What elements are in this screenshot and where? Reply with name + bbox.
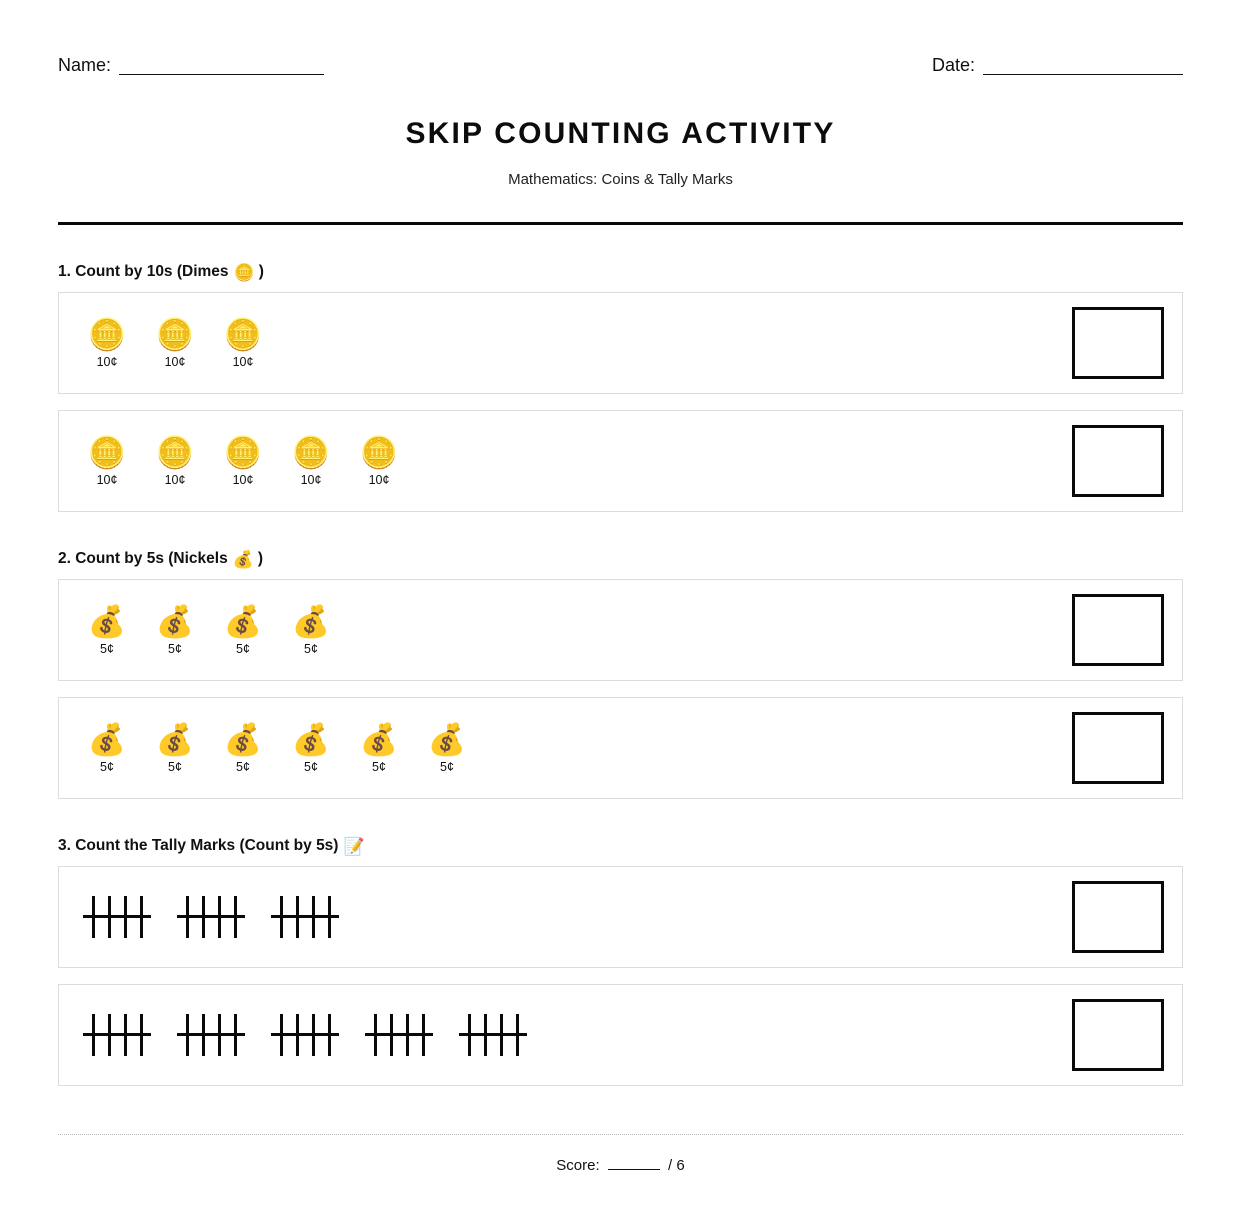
coin-list bbox=[87, 318, 263, 369]
money-bag-icon: 💰 bbox=[223, 721, 263, 757]
coin-item bbox=[87, 723, 127, 774]
coin-value-label: 10¢ bbox=[232, 354, 254, 369]
coin-value-label: 10¢ bbox=[164, 472, 186, 487]
coin-value-label: 5¢ bbox=[100, 759, 114, 774]
score-label: Score: bbox=[556, 1157, 600, 1174]
coin-icon: 🪙 bbox=[359, 434, 399, 470]
money-bag-icon: 💰 bbox=[223, 603, 263, 639]
answer-box[interactable] bbox=[1072, 712, 1164, 784]
section-heading-text: 1. Count by 10s (Dimes bbox=[58, 263, 229, 280]
coin-icon: 🪙 bbox=[233, 262, 255, 282]
tally-cross-stroke bbox=[177, 915, 245, 918]
tally-group bbox=[183, 1014, 245, 1056]
section-2 bbox=[58, 550, 1183, 799]
coin-value-label: 5¢ bbox=[304, 641, 318, 656]
money-bag-icon: 💰 bbox=[232, 549, 254, 569]
coin-icon: 🪙 bbox=[87, 434, 127, 470]
money-bag-icon: 💰 bbox=[87, 603, 127, 639]
coin-icon: 🪙 bbox=[223, 316, 263, 352]
coin-value-label: 5¢ bbox=[236, 759, 250, 774]
name-label: Name: bbox=[58, 55, 112, 75]
coin-list bbox=[87, 723, 467, 774]
name-date-header bbox=[58, 0, 1183, 75]
money-bag-icon: 💰 bbox=[427, 721, 467, 757]
tally-cross-stroke bbox=[177, 1033, 245, 1036]
problem-row bbox=[58, 866, 1183, 968]
tally-group bbox=[277, 1014, 339, 1056]
coin-item bbox=[291, 723, 331, 774]
coin-icon: 🪙 bbox=[291, 434, 331, 470]
coin-item bbox=[87, 436, 127, 487]
answer-box[interactable] bbox=[1072, 999, 1164, 1071]
coin-item bbox=[223, 723, 263, 774]
section-3 bbox=[58, 837, 1183, 1086]
answer-box[interactable] bbox=[1072, 881, 1164, 953]
page-subtitle: Mathematics: Coins & Tally Marks bbox=[508, 171, 733, 188]
tally-group bbox=[89, 1014, 151, 1056]
coin-item bbox=[223, 318, 263, 369]
coin-item bbox=[155, 723, 195, 774]
coin-value-label: 10¢ bbox=[368, 472, 390, 487]
coin-item bbox=[155, 318, 195, 369]
coin-value-label: 10¢ bbox=[164, 354, 186, 369]
coin-item bbox=[223, 605, 263, 656]
problem-row bbox=[58, 697, 1183, 799]
date-write-line[interactable] bbox=[983, 58, 1183, 75]
tally-group-list bbox=[87, 1014, 527, 1056]
tally-group bbox=[371, 1014, 433, 1056]
tally-group-list bbox=[87, 896, 339, 938]
answer-box[interactable] bbox=[1072, 425, 1164, 497]
answer-box[interactable] bbox=[1072, 307, 1164, 379]
coin-item bbox=[359, 723, 399, 774]
money-bag-icon: 💰 bbox=[291, 721, 331, 757]
page-title: SKIP COUNTING ACTIVITY bbox=[405, 117, 836, 150]
footer-divider bbox=[58, 1134, 1183, 1135]
coin-value-label: 10¢ bbox=[96, 354, 118, 369]
coin-value-label: 5¢ bbox=[168, 641, 182, 656]
section-heading-1 bbox=[58, 263, 1183, 281]
coin-item bbox=[87, 318, 127, 369]
coin-value-label: 5¢ bbox=[168, 759, 182, 774]
section-heading-text: 3. Count the Tally Marks (Count by 5s) bbox=[58, 837, 339, 854]
coin-item bbox=[359, 436, 399, 487]
coin-list bbox=[87, 605, 331, 656]
header-divider bbox=[58, 222, 1183, 225]
coin-icon: 🪙 bbox=[223, 434, 263, 470]
coin-value-label: 10¢ bbox=[232, 472, 254, 487]
section-heading-text-after: ) bbox=[258, 263, 264, 280]
money-bag-icon: 💰 bbox=[291, 603, 331, 639]
coin-value-label: 5¢ bbox=[236, 641, 250, 656]
coin-value-label: 5¢ bbox=[100, 641, 114, 656]
coin-icon: 🪙 bbox=[155, 434, 195, 470]
score-total: / 6 bbox=[668, 1157, 685, 1174]
money-bag-icon: 💰 bbox=[87, 721, 127, 757]
score-blank[interactable] bbox=[608, 1155, 660, 1170]
answer-box[interactable] bbox=[1072, 594, 1164, 666]
date-field[interactable] bbox=[932, 55, 1183, 75]
tally-cross-stroke bbox=[459, 1033, 527, 1036]
name-write-line[interactable] bbox=[119, 58, 324, 75]
coin-item bbox=[155, 436, 195, 487]
coin-value-label: 5¢ bbox=[372, 759, 386, 774]
date-label: Date: bbox=[931, 55, 975, 75]
coin-value-label: 5¢ bbox=[440, 759, 454, 774]
coin-list bbox=[87, 436, 399, 487]
name-field[interactable] bbox=[58, 55, 324, 75]
tally-cross-stroke bbox=[83, 915, 151, 918]
tally-cross-stroke bbox=[365, 1033, 433, 1036]
problem-row bbox=[58, 292, 1183, 394]
problem-row bbox=[58, 579, 1183, 681]
coin-value-label: 10¢ bbox=[300, 472, 322, 487]
tally-group bbox=[465, 1014, 527, 1056]
tally-group bbox=[183, 896, 245, 938]
tally-group bbox=[89, 896, 151, 938]
section-heading-2 bbox=[58, 550, 1183, 568]
coin-icon: 🪙 bbox=[87, 316, 127, 352]
coin-item bbox=[427, 723, 467, 774]
tally-cross-stroke bbox=[271, 1033, 339, 1036]
coin-item bbox=[87, 605, 127, 656]
memo-icon: 📝 bbox=[343, 836, 365, 856]
section-heading-3 bbox=[58, 837, 1183, 855]
coin-value-label: 5¢ bbox=[304, 759, 318, 774]
coin-item bbox=[291, 436, 331, 487]
coin-value-label: 10¢ bbox=[96, 472, 118, 487]
problem-row bbox=[58, 410, 1183, 512]
coin-item bbox=[223, 436, 263, 487]
section-heading-text: 2. Count by 5s (Nickels bbox=[58, 550, 228, 567]
tally-group bbox=[277, 896, 339, 938]
section-heading-text-after: ) bbox=[257, 550, 264, 567]
score-line bbox=[58, 1155, 1183, 1174]
section-1 bbox=[58, 263, 1183, 512]
tally-cross-stroke bbox=[271, 915, 339, 918]
money-bag-icon: 💰 bbox=[155, 721, 195, 757]
sections-container bbox=[58, 263, 1183, 1086]
problem-row bbox=[58, 984, 1183, 1086]
coin-item bbox=[155, 605, 195, 656]
tally-cross-stroke bbox=[83, 1033, 151, 1036]
coin-item bbox=[291, 605, 331, 656]
money-bag-icon: 💰 bbox=[359, 721, 399, 757]
money-bag-icon: 💰 bbox=[155, 603, 195, 639]
coin-icon: 🪙 bbox=[155, 316, 195, 352]
